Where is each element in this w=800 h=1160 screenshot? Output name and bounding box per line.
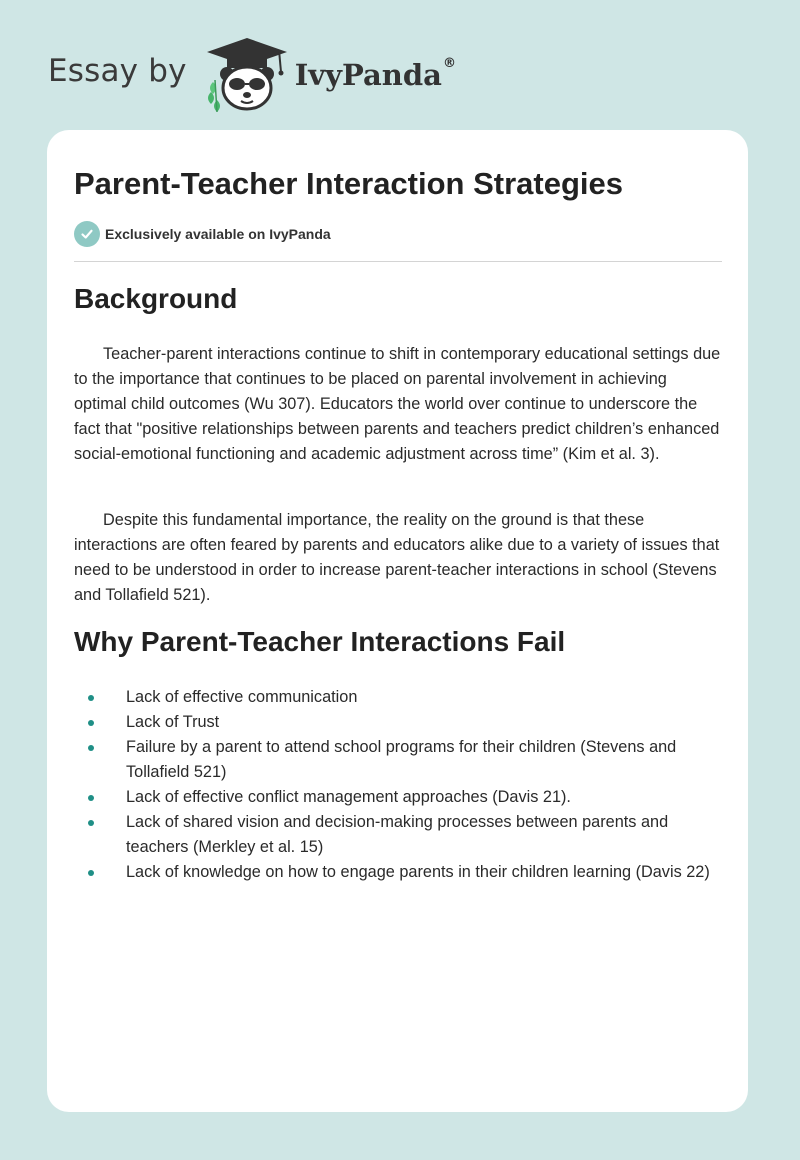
brand-text: IvyPanda	[294, 58, 442, 92]
essay-by-label: Essay by	[48, 53, 187, 89]
bullet-icon	[88, 720, 94, 726]
brand-name[interactable]	[295, 58, 456, 92]
title-divider	[74, 261, 722, 262]
list-item-text: Lack of effective communication	[126, 688, 358, 706]
list-item	[74, 735, 722, 785]
list-item	[74, 860, 722, 885]
registered-mark: ®	[442, 56, 456, 71]
bullet-icon	[88, 820, 94, 826]
page-title: Parent-Teacher Interaction Strategies	[74, 166, 623, 201]
list-item	[74, 685, 722, 710]
list-item	[74, 810, 722, 860]
list-item	[74, 710, 722, 735]
check-circle-icon	[74, 221, 100, 247]
list-item	[74, 785, 722, 810]
essay-card	[47, 130, 748, 1112]
list-item-text: Lack of knowledge on how to engage parents in their children learning (Davis 22)	[126, 863, 710, 881]
paragraph: Teacher-parent interactions continue to shift in contemporary educational settings due to the importance that continues to be placed on parental involvement in achieving optimal child outcomes (Wu 307). Educators the world over continue to underscore the fact that "positive relationships between parents and teachers predict children’s enhanced social-emotional functioning and academic adjustment across time” (Kim et al. 3).	[74, 345, 721, 463]
list-item-text: Lack of effective conflict management approaches (Davis 21).	[126, 788, 571, 806]
bullet-icon	[88, 795, 94, 801]
list-item-text: Lack of Trust	[126, 713, 220, 731]
list-item-text: Failure by a parent to attend school programs for their children (Stevens and Tollafield 521)	[126, 738, 677, 781]
panda-logo-icon[interactable]	[201, 36, 293, 112]
bullet-icon	[88, 745, 94, 751]
site-header	[48, 34, 456, 114]
exclusive-badge	[74, 221, 331, 247]
bullet-icon	[88, 870, 94, 876]
bullet-icon	[88, 695, 94, 701]
paragraph: Despite this fundamental importance, the reality on the ground is that these interactions are often feared by parents and educators alike due to a variety of issues that need to be understood in order to increase parent-teacher interactions in school (Stevens and Tollafield 521).	[74, 511, 720, 604]
reasons-list	[74, 685, 722, 885]
badge-text: Exclusively available on IvyPanda	[105, 226, 331, 242]
section-heading-background: Background	[74, 283, 238, 314]
list-item-text: Lack of shared vision and decision-making processes between parents and teachers (Merkley et al. 15)	[126, 813, 669, 856]
section-heading-why-fail: Why Parent-Teacher Interactions Fail	[74, 626, 566, 657]
